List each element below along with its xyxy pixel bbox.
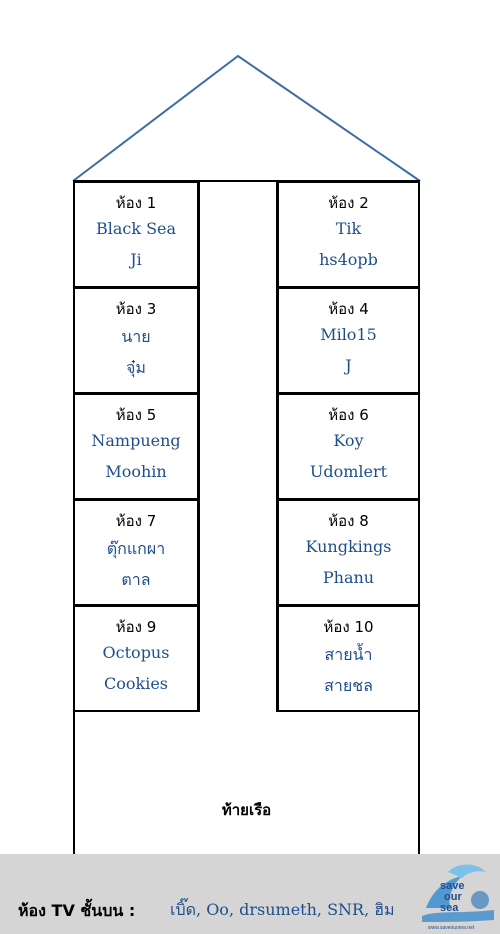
- room-title: ห้อง 10: [323, 618, 374, 636]
- stern-label: ท้ายเรือ: [221, 801, 272, 819]
- guest-name: hs4opb: [319, 250, 378, 269]
- guest-name: Ji: [130, 250, 142, 269]
- stern-area: [73, 711, 420, 861]
- guest-name: จุ๋ม: [126, 358, 146, 377]
- guest-name: ตาล: [121, 570, 151, 589]
- room-3: [73, 287, 199, 394]
- guest-name: Tik: [335, 219, 362, 238]
- logo-text-our: our: [444, 891, 462, 903]
- room-title: ห้อง 7: [115, 512, 157, 530]
- room-8: [277, 499, 420, 606]
- roof-outline: [0, 0, 500, 200]
- corridor: [198, 181, 278, 712]
- guest-name: Phanu: [322, 568, 375, 587]
- room-title: ห้อง 2: [328, 194, 369, 212]
- room-title: ห้อง 1: [115, 194, 157, 212]
- tv-room-guests: เบิ๊ด, Oo, drsumeth, SNR, ฮิม: [170, 900, 395, 919]
- room-6: [277, 393, 420, 500]
- guest-name: สายชล: [324, 676, 373, 695]
- save-our-sea-logo: [418, 856, 498, 932]
- room-title: ห้อง 5: [115, 406, 157, 424]
- logo-text-save: save: [440, 880, 465, 892]
- room-10: [277, 605, 420, 712]
- room-title: ห้อง 4: [328, 300, 369, 318]
- room-1: [73, 181, 199, 288]
- guest-name: Octopus: [102, 643, 170, 662]
- guest-name: J: [345, 356, 352, 375]
- guest-name: Moohin: [105, 462, 167, 481]
- guest-name: Cookies: [104, 674, 168, 693]
- guest-name: Kungkings: [305, 537, 392, 556]
- room-title: ห้อง 9: [115, 618, 157, 636]
- logo-text-sea: sea: [440, 902, 459, 914]
- room-4: [277, 287, 420, 394]
- guest-name: Koy: [333, 431, 364, 450]
- logo-url: www.saveoursea.net: [428, 925, 475, 931]
- room-2: [277, 181, 420, 288]
- room-9: [73, 605, 199, 712]
- room-title: ห้อง 3: [115, 300, 157, 318]
- guest-name: Nampueng: [91, 431, 181, 450]
- guest-name: นาย: [121, 327, 151, 346]
- room-title: ห้อง 6: [328, 406, 369, 424]
- guest-name: Milo15: [320, 325, 377, 344]
- room-7: [73, 499, 199, 606]
- guest-name: Black Sea: [95, 219, 177, 238]
- guest-name: สายน้ำ: [324, 645, 373, 664]
- guest-name: Udomlert: [309, 462, 388, 481]
- room-5: [73, 393, 199, 500]
- room-title: ห้อง 8: [328, 512, 369, 530]
- guest-name: ตุ๊กแกผา: [106, 539, 166, 558]
- tv-room-label: ห้อง TV ชั้นบน :: [18, 901, 136, 920]
